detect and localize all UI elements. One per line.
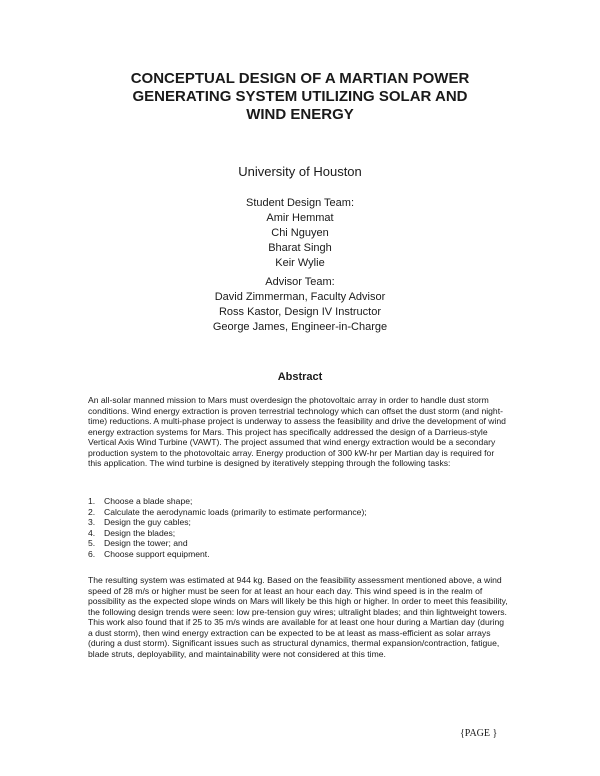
task-text: Design the tower; and [104,538,188,548]
advisor-team-heading: Advisor Team: [265,276,335,288]
task-number: 6. [88,548,96,559]
page-number-field: {PAGE } [460,728,498,739]
advisor-member: Ross Kastor, Design IV Instructor [218,306,381,318]
student-team-heading: Student Design Team: [245,197,355,209]
abstract-heading: Abstract [277,371,323,383]
abstract-paragraph-2: The resulting system was estimated at 944 kg. Based on the feasibility assessment mentioned above, a wind speed of 28 m/s or higher must be seen for at least an hour each day. This wind speed is in the realm of possibility as the expected slope winds on Mars will likely be this high or higher. In order to meet this feasibility, the following design trends were seen: low pre-tension guy wires; ultralight blades; and thin lightweight towers. This work also found that if 25 to 35 m/s winds are available for at least one hour during a Martian day (during a dust storm), then wind energy extraction can be expected to be at least as mass-efficient as solar arrays (during a dust storm). Significant issues such as structural dynamics, thermal expansion/contraction, fatigue, blade struts, deployability, and maintainability were not considered at this time. [88,575,508,659]
task-number: 3. [88,517,96,527]
task-text: Calculate the aerodynamic loads (primarily to estimate performance); [104,506,367,517]
task-item [88,517,508,528]
task-number: 1. [88,496,96,506]
task-text: Design the blades; [104,527,176,538]
title-line-3: WIND ENERGY [246,106,354,123]
task-item [88,507,508,518]
title-line-2: GENERATING SYSTEM UTILIZING SOLAR AND [132,88,468,105]
task-number: 5. [88,538,96,548]
task-number: 2. [88,506,96,517]
task-item [88,528,508,539]
advisor-member: David Zimmerman, Faculty Advisor [214,291,386,303]
paper-title [60,70,540,124]
advisor-team [100,275,500,335]
task-item [88,496,508,507]
abstract-paragraph-1: An all-solar manned mission to Mars must overdesign the photovoltaic array in order to handle dust storm conditions. Wind energy extraction is proven terrestrial technology which can offset the dust storm (and night-time) reductions. A multi-phase project is underway to assess the feasibility and drive the development of wind energy extraction systems for Mars. This project has specifically addressed the design of a Darrieus-style Vertical Axis Wind Turbine (VAWT). The project assumed that wind energy extraction would be a secondary production system to the photovoltaic array. Energy production of 300 kW-hr per Martian day is required for this application. The wind turbine is designed by iteratively stepping through the following tasks: [88,395,506,468]
affiliation: University of Houston [238,164,362,179]
team-member: Keir Wylie [275,257,325,269]
task-number: 4. [88,527,96,538]
team-member: Chi Nguyen [271,227,329,239]
student-design-team [100,196,500,271]
advisor-member: George James, Engineer-in-Charge [212,321,388,333]
team-member: Bharat Singh [268,242,332,254]
task-item [88,538,508,549]
team-member: Amir Hemmat [266,212,334,224]
task-text: Choose support equipment. [104,548,210,559]
title-line-1: CONCEPTUAL DESIGN OF A MARTIAN POWER [130,70,470,87]
task-item [88,549,508,560]
task-text: Choose a blade shape; [104,496,193,506]
task-list [88,496,508,559]
task-text: Design the guy cables; [104,517,191,527]
